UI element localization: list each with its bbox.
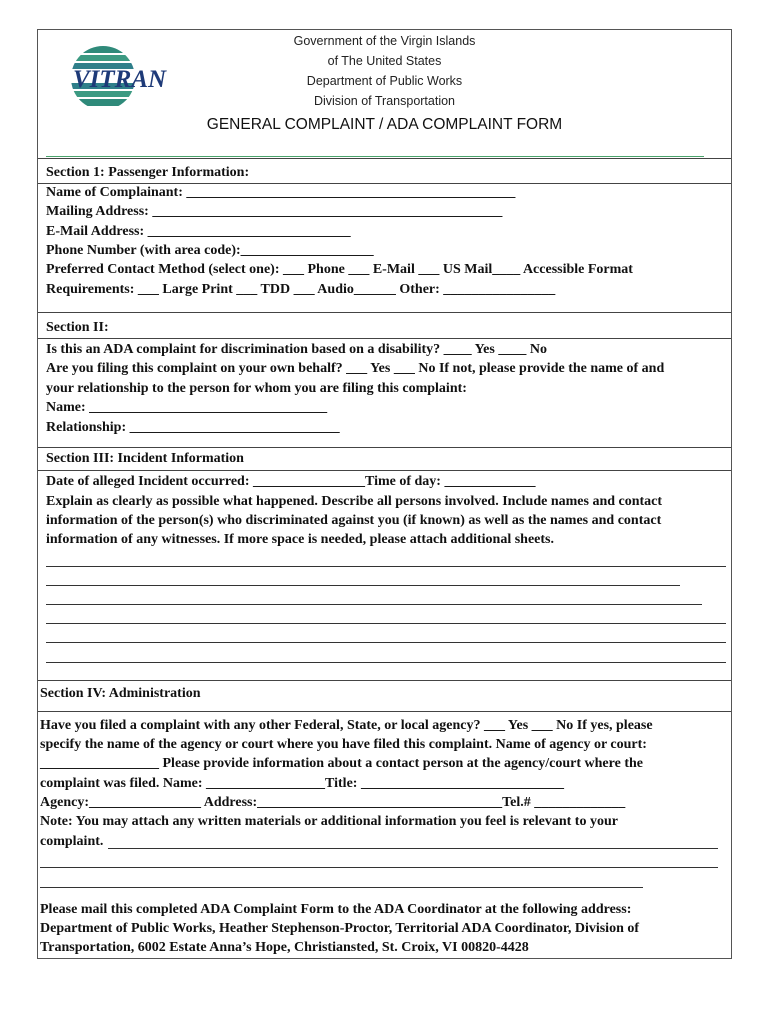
- section3-title: Section III: Incident Information: [46, 451, 244, 466]
- complaint-form-page: [37, 29, 732, 959]
- section4-header-border: [38, 711, 731, 712]
- explain-line-2: information of the person(s) who discriminated against you (if known) as well as the names and contact: [46, 513, 662, 528]
- mailing-address-field[interactable]: Mailing Address: __________________________________________________: [46, 204, 503, 219]
- section4-title: Section IV: Administration: [40, 686, 201, 701]
- contact-method-field[interactable]: Preferred Contact Method (select one): ___ Phone ___ E-Mail ___ US Mail____ Accessible Format: [46, 262, 633, 277]
- section2-title: Section II:: [46, 320, 109, 335]
- section1-title: Section 1: Passenger Information:: [46, 165, 250, 180]
- agency-court-line: specify the name of the agency or court where you have filed this complaint. Name of agency or court:: [40, 737, 647, 752]
- svg-text:VITRAN: VITRAN: [73, 66, 167, 93]
- header-line-4: Division of Transportation: [313, 94, 456, 108]
- complaint-text-line[interactable]: [108, 848, 718, 849]
- title-divider: [46, 156, 704, 157]
- complaint-text-line[interactable]: [40, 867, 718, 868]
- attachment-note: Note: You may attach any written materials or additional information you feel is relevant to your: [40, 814, 618, 829]
- incident-description-line[interactable]: [46, 604, 702, 605]
- mail-instructions-line-3: Transportation, 6002 Estate Anna’s Hope, Christiansted, St. Croix, VI 00820-4428: [40, 940, 529, 955]
- incident-description-line[interactable]: [46, 623, 726, 624]
- contact-name-title-field[interactable]: complaint was filed. Name: _________________Title: _____________________________: [40, 776, 564, 791]
- header-line-3: Department of Public Works: [306, 74, 463, 88]
- section1-top-border: [38, 158, 731, 159]
- form-title: GENERAL COMPLAINT / ADA COMPLAINT FORM: [206, 116, 563, 133]
- section2-top-border: [38, 312, 731, 313]
- complainant-name-field[interactable]: Name of Complainant: _______________________________________________: [46, 185, 516, 200]
- incident-description-line[interactable]: [46, 642, 726, 643]
- agency-address-tel-field[interactable]: Agency:________________ Address:___________________________________Tel.# _____________: [40, 795, 626, 810]
- incident-date-field[interactable]: Date of alleged Incident occurred: ________________Time of day: _____________: [46, 474, 536, 489]
- incident-description-line[interactable]: [46, 566, 726, 567]
- email-address-field[interactable]: E-Mail Address: _____________________________: [46, 224, 351, 239]
- ada-complaint-question[interactable]: Is this an ADA complaint for discrimination based on a disability? ____ Yes ____ No: [46, 342, 547, 357]
- section3-top-border: [38, 447, 731, 448]
- section1-header-border: [38, 183, 731, 184]
- contact-person-line[interactable]: _________________ Please provide information about a contact person at the agency/court where the: [40, 756, 643, 771]
- own-behalf-question[interactable]: Are you filing this complaint on your own behalf? ___ Yes ___ No If not, please provide the name of and: [46, 361, 665, 376]
- section2-name-field[interactable]: Name: __________________________________: [46, 400, 328, 415]
- explain-line-3: information of any witnesses. If more space is needed, please attach additional sheets.: [46, 532, 555, 547]
- header-line-1: Government of the Virgin Islands: [293, 34, 476, 48]
- complaint-label: complaint.: [40, 834, 104, 849]
- incident-description-line[interactable]: [46, 662, 726, 663]
- relationship-field[interactable]: Relationship: ______________________________: [46, 420, 340, 435]
- mail-instructions-line-2: Department of Public Works, Heather Stephenson-Proctor, Territorial ADA Coordinator, Division of: [40, 921, 640, 936]
- header-line-2: of The United States: [327, 54, 442, 68]
- requirements-field[interactable]: Requirements: ___ Large Print ___ TDD ___ Audio______ Other: ________________: [46, 282, 556, 297]
- phone-number-field[interactable]: Phone Number (with area code):___________________: [46, 243, 374, 258]
- explain-line-1: Explain as clearly as possible what happened. Describe all persons involved. Include names and contact: [46, 494, 663, 509]
- complaint-text-line[interactable]: [40, 887, 643, 888]
- own-behalf-question-cont: your relationship to the person for whom you are filing this complaint:: [46, 381, 467, 396]
- mail-instructions-line-1: Please mail this completed ADA Complaint Form to the ADA Coordinator at the following address:: [40, 902, 632, 917]
- incident-description-line[interactable]: [46, 585, 680, 586]
- section3-header-border: [38, 470, 731, 471]
- other-agency-question[interactable]: Have you filed a complaint with any other Federal, State, or local agency? ___ Yes ___ No If yes, please: [40, 718, 653, 733]
- section4-top-border: [38, 680, 731, 681]
- section2-header-border: [38, 338, 731, 339]
